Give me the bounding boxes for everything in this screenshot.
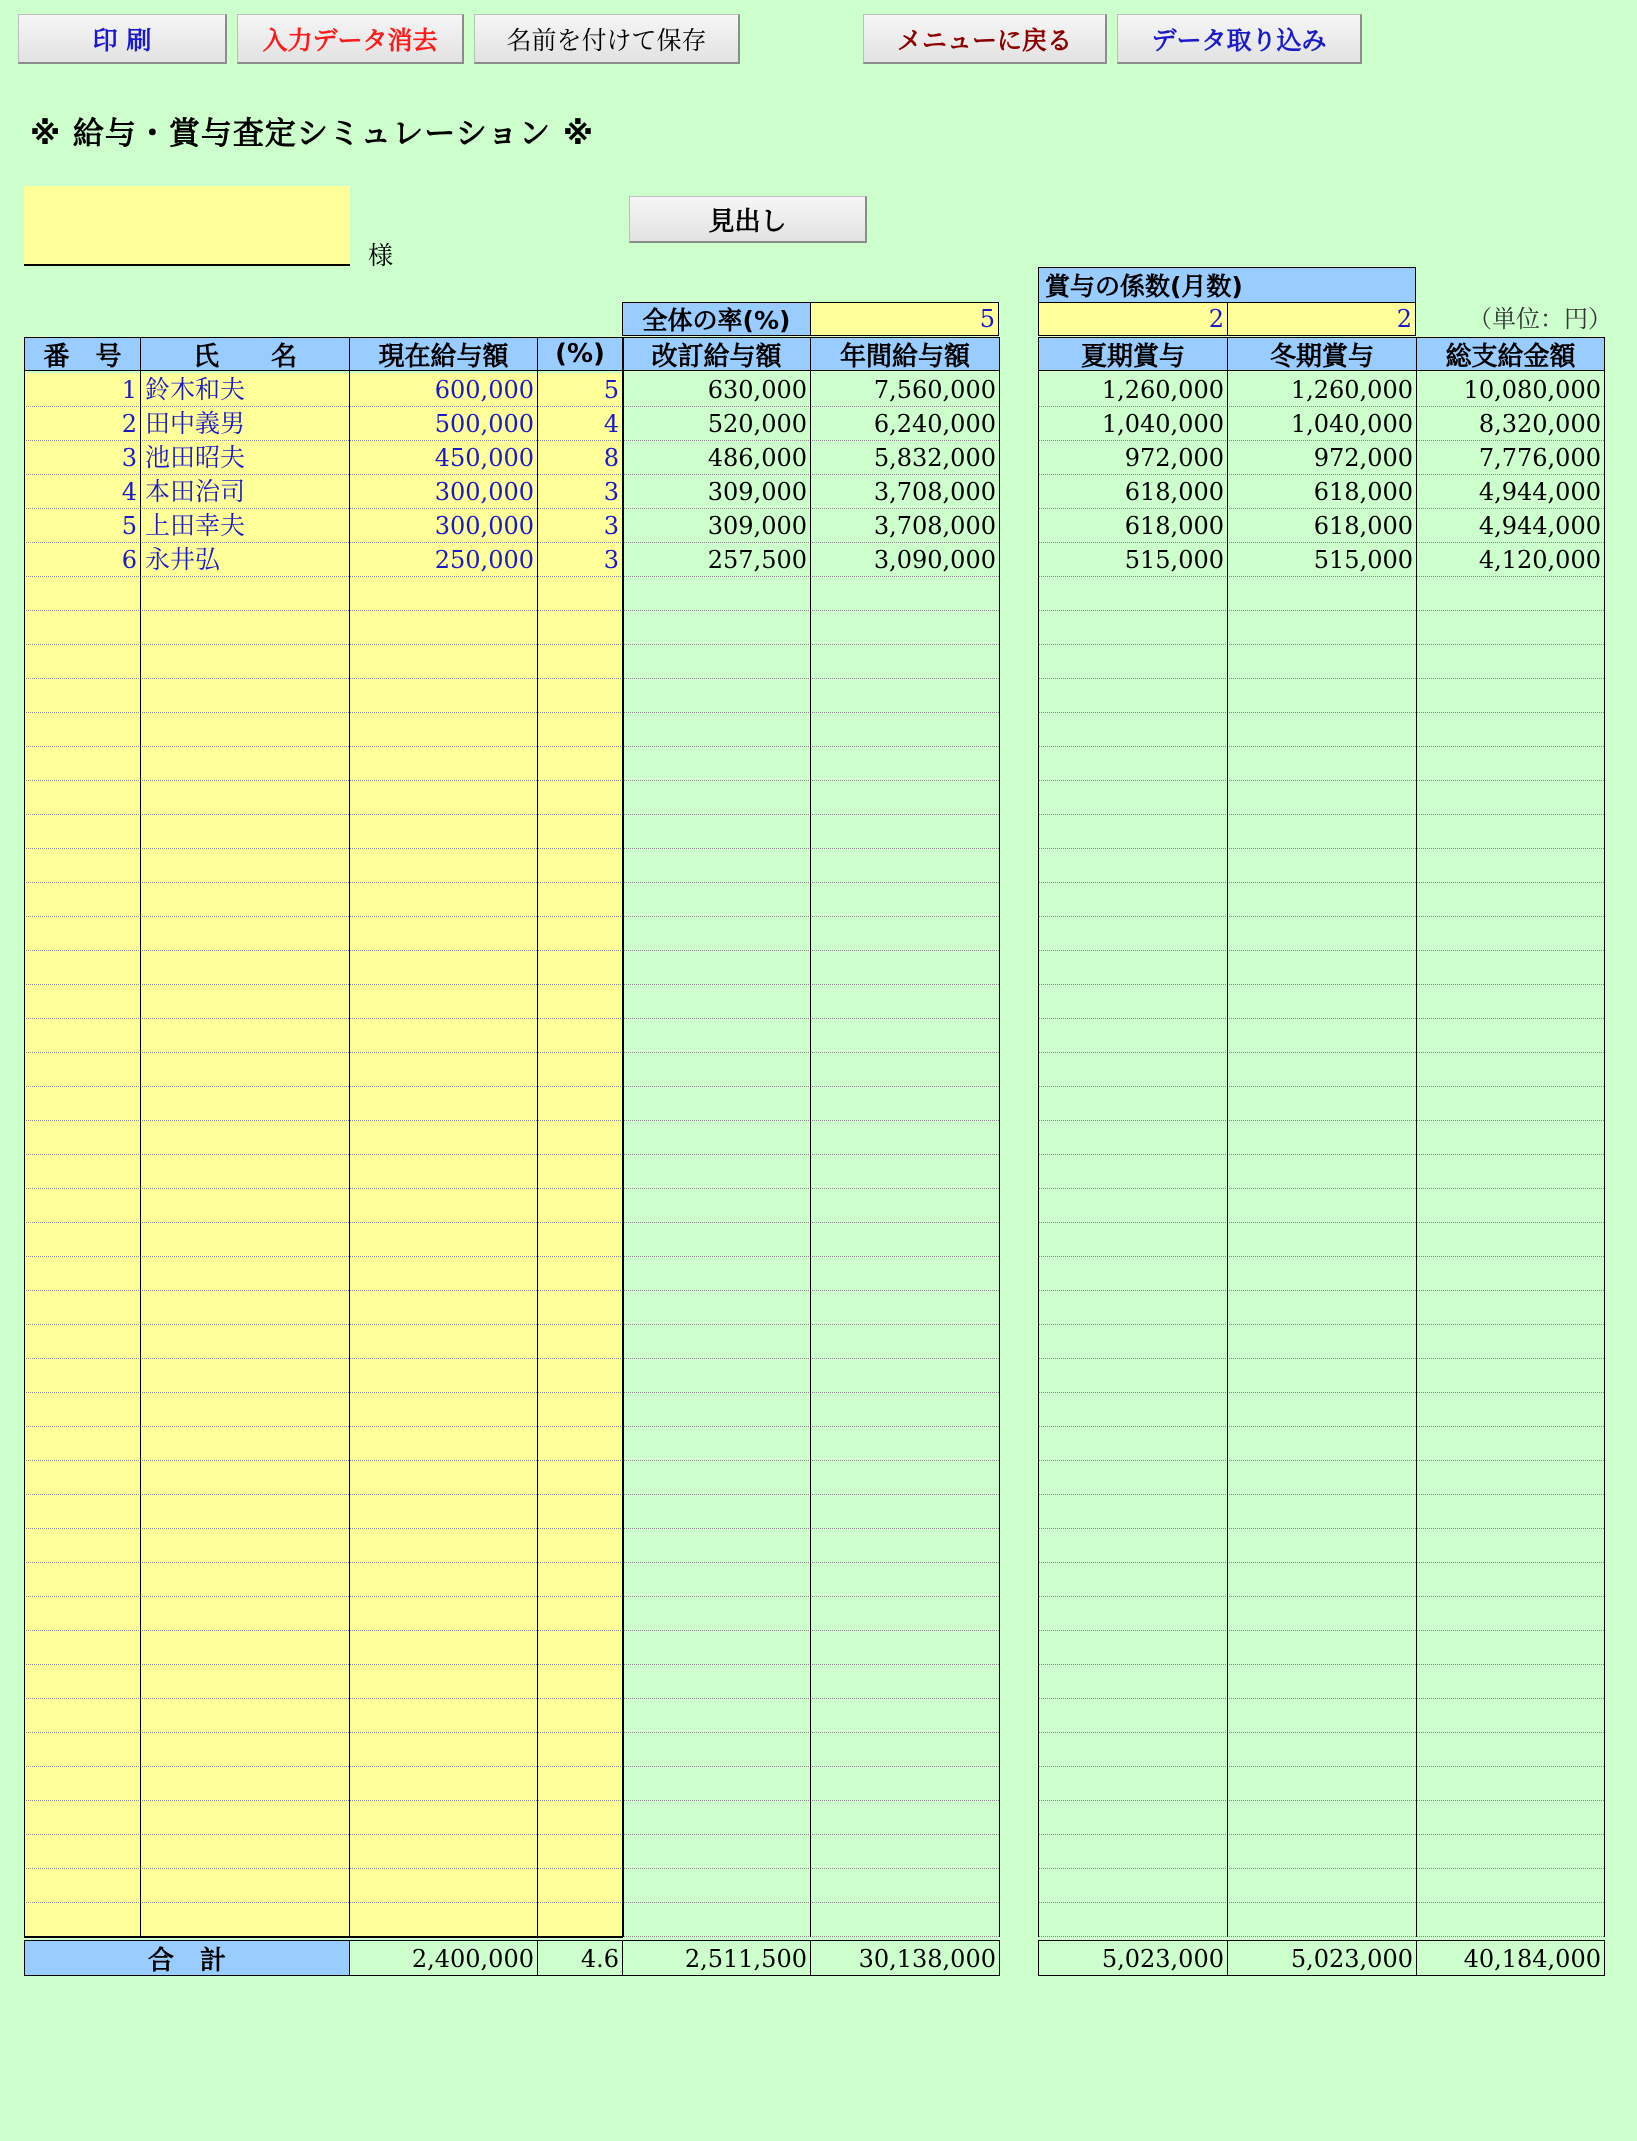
row-divider xyxy=(1038,1120,1604,1121)
row-divider xyxy=(1038,1562,1604,1563)
cell-summer: 618,000 xyxy=(1124,512,1224,540)
column-header-winter: 冬期賞与 xyxy=(1227,337,1417,371)
row-divider xyxy=(1038,1664,1604,1665)
cell-pct[interactable]: 4 xyxy=(603,410,619,438)
cell-current[interactable]: 500,000 xyxy=(434,410,534,438)
row-divider xyxy=(1038,1052,1604,1053)
cell-summer: 515,000 xyxy=(1124,546,1224,574)
cell-name[interactable]: 鈴木和夫 xyxy=(145,375,246,404)
cell-winter: 1,040,000 xyxy=(1290,410,1413,438)
row-divider xyxy=(24,1494,999,1495)
row-divider xyxy=(24,1664,999,1665)
row-divider xyxy=(24,1324,999,1325)
cell-annual: 3,090,000 xyxy=(873,546,996,574)
cell-total: 7,776,000 xyxy=(1478,444,1601,472)
cell-pct[interactable]: 8 xyxy=(603,444,619,472)
column-divider xyxy=(999,337,1000,1937)
cell-summer: 1,260,000 xyxy=(1101,376,1224,404)
cell-revised: 486,000 xyxy=(707,444,807,472)
row-divider xyxy=(24,1392,999,1393)
cell-no[interactable]: 2 xyxy=(121,410,137,438)
row-divider xyxy=(24,712,999,713)
row-divider xyxy=(24,1732,999,1733)
cell-winter: 972,000 xyxy=(1313,444,1413,472)
import-data-button[interactable]: データ取り込み xyxy=(1117,14,1362,64)
row-divider xyxy=(24,1528,999,1529)
cell-no[interactable]: 3 xyxy=(121,444,137,472)
row-divider xyxy=(24,1562,999,1563)
cell-total: 4,120,000 xyxy=(1478,546,1601,574)
cell-winter: 515,000 xyxy=(1313,546,1413,574)
cell-total: 4,944,000 xyxy=(1478,512,1601,540)
row-divider xyxy=(1038,1154,1604,1155)
cell-current[interactable]: 300,000 xyxy=(434,478,534,506)
row-divider xyxy=(24,1120,999,1121)
cell-name[interactable]: 池田昭夫 xyxy=(145,443,246,472)
column-header-pct: (%) xyxy=(537,337,623,371)
column-divider xyxy=(140,337,141,1937)
column-divider xyxy=(537,337,538,1937)
row-divider xyxy=(1038,916,1604,917)
bonus-coefficient-label: 賞与の係数(月数) xyxy=(1038,267,1416,303)
row-divider xyxy=(1038,644,1604,645)
row-divider xyxy=(1038,1902,1604,1903)
row-divider xyxy=(1038,1596,1604,1597)
row-divider xyxy=(1038,1766,1604,1767)
cell-no[interactable]: 1 xyxy=(121,376,137,404)
unit-label: （単位：円） xyxy=(1468,305,1612,333)
cell-no[interactable]: 4 xyxy=(121,478,137,506)
row-divider xyxy=(1038,610,1604,611)
cell-annual: 3,708,000 xyxy=(873,512,996,540)
total-summer: 5,023,000 xyxy=(1038,1940,1228,1976)
cell-name[interactable]: 田中義男 xyxy=(145,409,246,438)
overall-rate-input[interactable]: 5 xyxy=(810,302,999,336)
row-divider xyxy=(1038,1528,1604,1529)
row-divider xyxy=(1038,1256,1604,1257)
total-annual: 30,138,000 xyxy=(810,1940,1000,1976)
row-divider xyxy=(1038,1324,1604,1325)
column-header-total: 総支給金額 xyxy=(1416,337,1605,371)
row-divider xyxy=(24,1154,999,1155)
cell-annual: 5,832,000 xyxy=(873,444,996,472)
row-divider xyxy=(24,644,999,645)
row-divider xyxy=(24,1256,999,1257)
summer-coefficient-input[interactable]: 2 xyxy=(1038,302,1228,336)
row-divider xyxy=(1038,1188,1604,1189)
total-pct: 4.6 xyxy=(537,1940,623,1976)
row-divider xyxy=(24,1460,999,1461)
column-header-name: 氏 名 xyxy=(140,337,350,371)
cell-revised: 257,500 xyxy=(707,546,807,574)
cell-annual: 3,708,000 xyxy=(873,478,996,506)
cell-revised: 309,000 xyxy=(707,512,807,540)
row-divider xyxy=(1038,1392,1604,1393)
row-divider xyxy=(1038,1460,1604,1461)
cell-total: 4,944,000 xyxy=(1478,478,1601,506)
cell-revised: 309,000 xyxy=(707,478,807,506)
input-area-bottom-border xyxy=(24,1936,623,1938)
cell-current[interactable]: 600,000 xyxy=(434,376,534,404)
row-divider xyxy=(24,848,999,849)
save-as-button[interactable]: 名前を付けて保存 xyxy=(474,14,740,64)
row-divider xyxy=(24,1290,999,1291)
cell-revised: 520,000 xyxy=(707,410,807,438)
row-divider xyxy=(1038,848,1604,849)
row-divider xyxy=(24,1188,999,1189)
cell-winter: 618,000 xyxy=(1313,512,1413,540)
row-divider xyxy=(24,882,999,883)
cell-annual: 6,240,000 xyxy=(873,410,996,438)
row-divider xyxy=(24,780,999,781)
row-divider xyxy=(1038,1800,1604,1801)
column-divider xyxy=(1604,337,1605,1937)
row-divider xyxy=(24,1868,999,1869)
row-divider xyxy=(1038,780,1604,781)
column-header-summer: 夏期賞与 xyxy=(1038,337,1228,371)
cell-name[interactable]: 上田幸夫 xyxy=(145,511,246,540)
total-revised: 2,511,500 xyxy=(622,1940,811,1976)
cell-current[interactable]: 300,000 xyxy=(434,512,534,540)
overall-rate-label: 全体の率(%) xyxy=(622,302,811,336)
total-total: 40,184,000 xyxy=(1416,1940,1605,1976)
row-divider xyxy=(24,1630,999,1631)
row-divider xyxy=(24,1426,999,1427)
total-winter: 5,023,000 xyxy=(1227,1940,1417,1976)
row-divider xyxy=(24,950,999,951)
row-divider xyxy=(24,1052,999,1053)
column-divider xyxy=(1416,337,1417,1937)
cell-pct[interactable]: 3 xyxy=(603,546,619,574)
row-divider xyxy=(1038,1698,1604,1699)
cell-winter: 618,000 xyxy=(1313,478,1413,506)
cell-pct[interactable]: 3 xyxy=(603,512,619,540)
row-divider xyxy=(1038,1868,1604,1869)
row-divider xyxy=(1038,1290,1604,1291)
row-divider xyxy=(24,1698,999,1699)
column-divider xyxy=(349,337,350,1937)
row-divider xyxy=(24,746,999,747)
heading-button[interactable]: 見出し xyxy=(629,196,867,243)
row-divider xyxy=(1038,814,1604,815)
cell-no[interactable]: 5 xyxy=(121,512,137,540)
winter-coefficient-input[interactable]: 2 xyxy=(1227,302,1416,336)
cell-summer: 618,000 xyxy=(1124,478,1224,506)
row-divider xyxy=(24,610,999,611)
cell-total: 8,320,000 xyxy=(1478,410,1601,438)
row-divider xyxy=(1038,1732,1604,1733)
row-divider xyxy=(1038,678,1604,679)
column-divider xyxy=(810,337,811,1937)
column-divider xyxy=(24,337,25,1937)
row-divider xyxy=(24,1596,999,1597)
total-current: 2,400,000 xyxy=(349,1940,538,1976)
cell-revised: 630,000 xyxy=(707,376,807,404)
cell-name[interactable]: 本田治司 xyxy=(145,477,246,506)
totals-label: 合 計 xyxy=(24,1940,350,1976)
row-divider xyxy=(1038,712,1604,713)
cell-annual: 7,560,000 xyxy=(873,376,996,404)
row-divider xyxy=(24,916,999,917)
row-divider xyxy=(1038,1936,1604,1937)
cell-pct[interactable]: 3 xyxy=(603,478,619,506)
print-button[interactable]: 印 刷 xyxy=(18,14,227,64)
row-divider xyxy=(24,984,999,985)
row-divider xyxy=(24,1018,999,1019)
row-divider xyxy=(24,814,999,815)
row-divider xyxy=(1038,1630,1604,1631)
cell-no[interactable]: 6 xyxy=(121,546,137,574)
cell-total: 10,080,000 xyxy=(1463,376,1601,404)
column-header-current: 現在給与額 xyxy=(349,337,538,371)
row-divider xyxy=(1038,950,1604,951)
clear-input-button[interactable]: 入力データ消去 xyxy=(237,14,464,64)
row-divider xyxy=(24,1086,999,1087)
row-divider xyxy=(24,1766,999,1767)
row-divider xyxy=(1038,746,1604,747)
page-title: ※ 給与・賞与査定シミュレーション ※ xyxy=(30,116,594,152)
cell-summer: 972,000 xyxy=(1124,444,1224,472)
row-divider xyxy=(24,1834,999,1835)
cell-summer: 1,040,000 xyxy=(1101,410,1224,438)
back-to-menu-button[interactable]: メニューに戻る xyxy=(863,14,1107,64)
row-divider xyxy=(1038,984,1604,985)
row-divider xyxy=(1038,1358,1604,1359)
row-divider xyxy=(24,1800,999,1801)
input-area xyxy=(24,373,622,1937)
cell-current[interactable]: 250,000 xyxy=(434,546,534,574)
row-divider xyxy=(24,1222,999,1223)
row-divider xyxy=(24,1902,999,1903)
row-divider xyxy=(1038,1426,1604,1427)
cell-current[interactable]: 450,000 xyxy=(434,444,534,472)
recipient-name-field[interactable] xyxy=(24,186,350,266)
row-divider xyxy=(1038,1494,1604,1495)
row-divider xyxy=(1038,1222,1604,1223)
row-divider xyxy=(24,1358,999,1359)
row-divider xyxy=(1038,882,1604,883)
column-divider xyxy=(622,337,624,1937)
cell-winter: 1,260,000 xyxy=(1290,376,1413,404)
row-divider xyxy=(24,678,999,679)
column-divider xyxy=(1038,337,1039,1937)
cell-pct[interactable]: 5 xyxy=(603,376,619,404)
column-header-no: 番 号 xyxy=(24,337,141,371)
column-divider xyxy=(1227,337,1228,1937)
column-header-annual: 年間給与額 xyxy=(810,337,1000,371)
row-divider xyxy=(1038,1834,1604,1835)
row-divider xyxy=(1038,1086,1604,1087)
column-header-revised: 改訂給与額 xyxy=(622,337,811,371)
cell-name[interactable]: 永井弘 xyxy=(145,545,221,574)
recipient-suffix: 様 xyxy=(368,241,394,270)
row-divider xyxy=(1038,1018,1604,1019)
